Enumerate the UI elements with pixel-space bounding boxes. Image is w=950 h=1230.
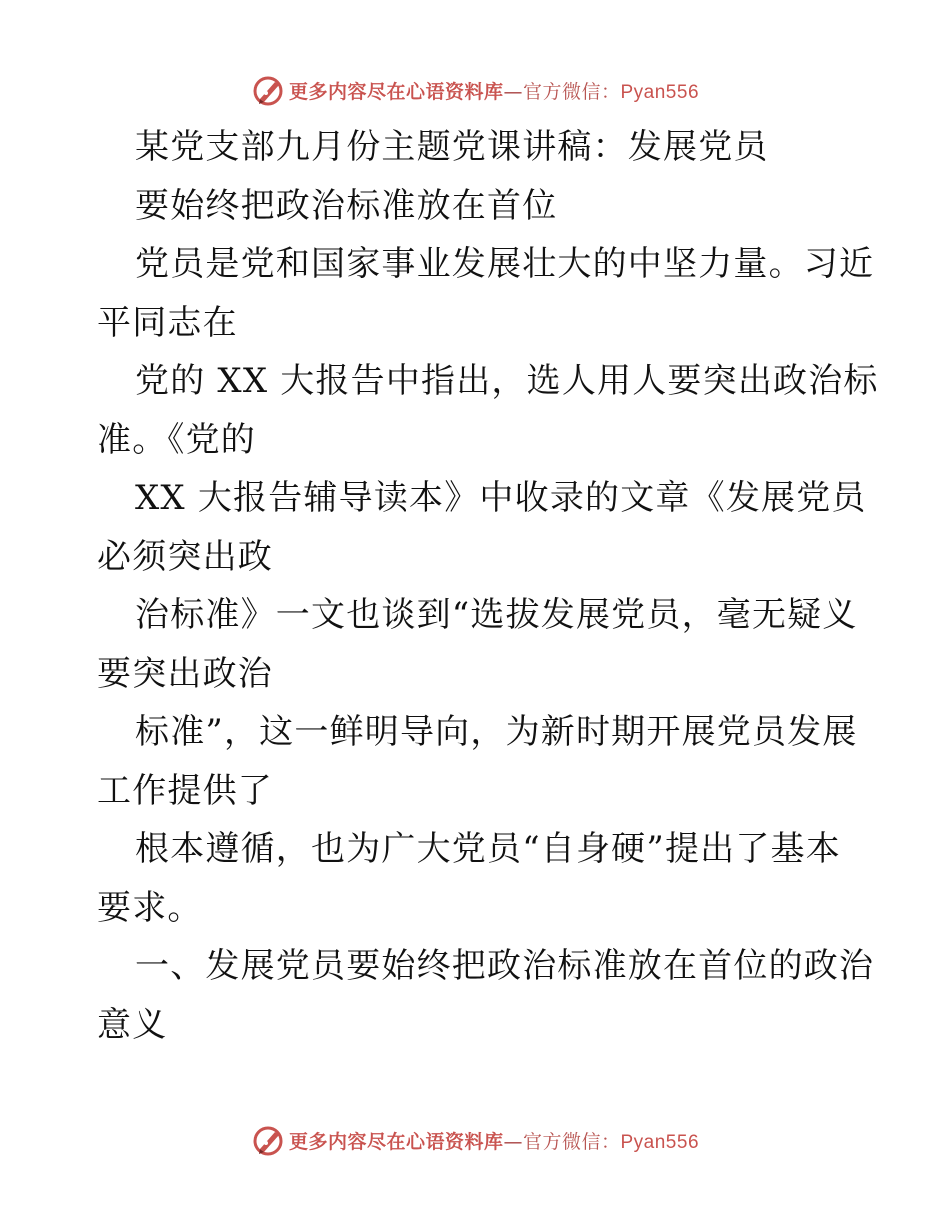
pen-logo-icon [251, 1123, 285, 1157]
watermark-separator: — [503, 80, 523, 103]
section-heading-line: 一、发展党员要始终把政治标准放在首位的政治 [135, 946, 875, 986]
document-body [97, 118, 879, 1054]
watermark-group-bottom [251, 1123, 699, 1157]
paragraph-line: 根本遵循，也为广大党员“自身硬”提出了基本 [135, 829, 841, 869]
watermark-wechat-label: 官方微信： [522, 1130, 621, 1153]
watermark-text [289, 77, 699, 104]
paragraph-line: 治标准》一文也谈到“选拔发展党员，毫无疑义 [135, 595, 858, 635]
paragraph-line: 要求。 [97, 887, 203, 928]
title-line-1: 某党支部九月份主题党课讲稿：发展党员 [135, 127, 769, 167]
paragraph-line: 工作提供了 [97, 770, 273, 811]
paragraph-line: 党员是党和国家事业发展壮大的中坚力量。习近 [135, 244, 875, 284]
pen-logo-icon [251, 73, 285, 107]
title-line-2: 要始终把政治标准放在首位 [135, 185, 558, 226]
watermark-wechat-id: Pyan556 [620, 81, 700, 103]
watermark-wechat-label: 官方微信： [522, 80, 621, 103]
paragraph-line: 标准”，这一鲜明导向，为新时期开展党员发展 [135, 712, 858, 752]
paragraph-line: 必须突出政 [97, 536, 273, 577]
paragraph-line: 平同志在 [97, 302, 238, 343]
paragraph-line: XX 大报告辅导读本》中收录的文章《发展党员 [135, 478, 867, 518]
header-watermark [0, 70, 950, 110]
watermark-site: 更多内容尽在心语资料库 [288, 80, 504, 103]
paragraph-line: 准。《党的 [97, 419, 256, 460]
paragraph-line: 党的 XX 大报告中指出，选人用人要突出政治标 [135, 361, 879, 401]
section-heading-line: 意义 [97, 1004, 168, 1045]
watermark-wechat-id: Pyan556 [620, 1131, 700, 1153]
watermark-site: 更多内容尽在心语资料库 [288, 1130, 504, 1153]
footer-watermark [0, 1120, 950, 1160]
watermark-group-top [251, 73, 699, 107]
paragraph-line: 要突出政治 [97, 653, 273, 694]
watermark-separator: — [503, 1130, 523, 1153]
watermark-text [289, 1127, 699, 1154]
